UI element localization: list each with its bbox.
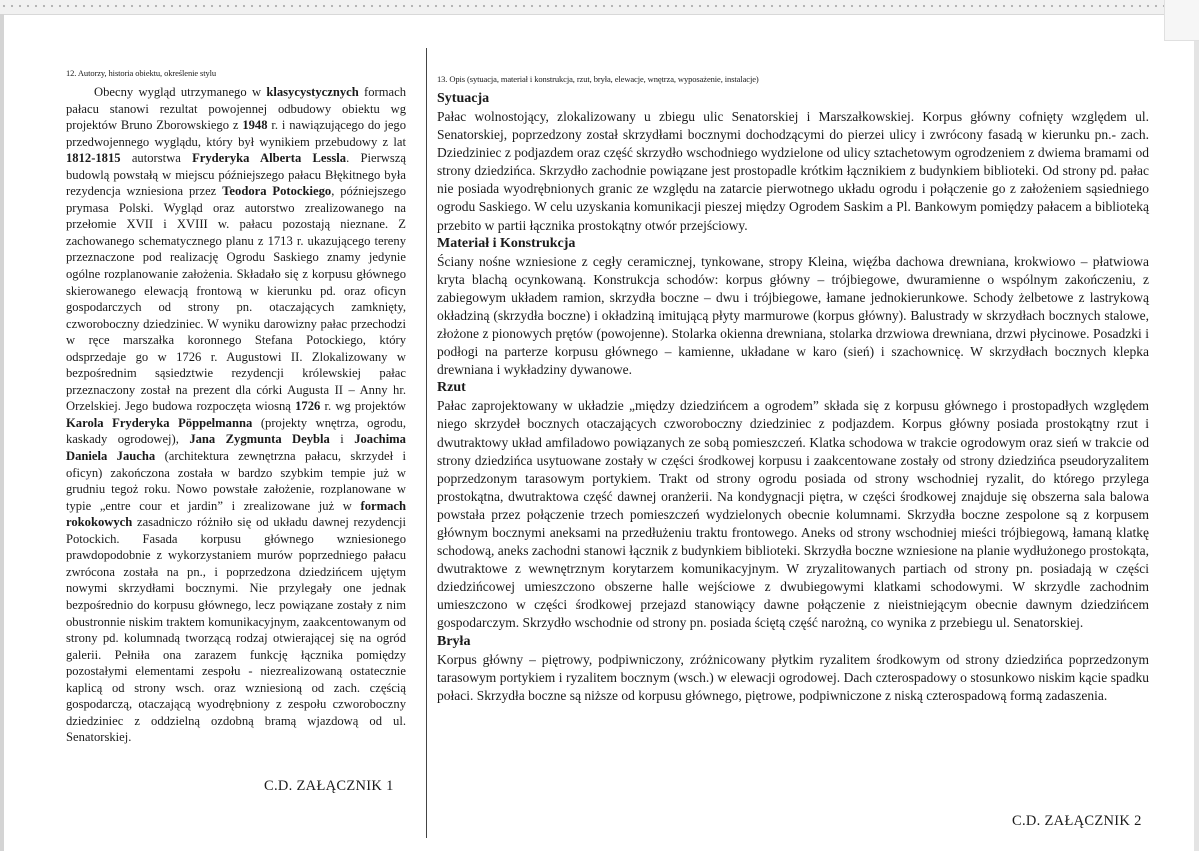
left-history-paragraph [66, 84, 406, 746]
text-run: i [329, 432, 355, 447]
text-bryla: Korpus główny – piętrowy, podpiwniczony, zróżnicowany płytkim ryzalitem środkowym od strony dziedzińca poprzedzonym tarasowym portykiem i ryzalitem bocznym (wsch.) w elewacji ogrodowej. Dach czterospadowy o stosunkowo niskim kącie spadku połaci. Skrzydła boczne są niższe od korpusu głównego, piętrowe, podpiwniczone z niską czterospadową formą zadaszenia. [437, 651, 1149, 703]
text-run: (projekty wnętrza, ogrodu, kaskady ogrodowej), [66, 415, 407, 447]
bold-years: 1812-1815 [66, 151, 121, 166]
text-run: (architektura zewnętrzna pałacu, skrzydeł i oficyn) zakończona została w bardzo szybkim tempie już w grudniu tegoż roku. Nowo powstałe założenie, rozplanowane w typie „entre cour et jardin” i zrealizowane już w [66, 449, 406, 513]
bold-architect: Jana Zygmunta Deybla [189, 432, 330, 447]
text-run: zasadniczo różniło się od układu dawnej rezydencji Potockich. Fasada korpusu głównego wzniesionego prawdopodobnie z wykorzystaniem murów poprzedniego pałacu zwrócona została na pn., i poprzedzona dziedzińcem ujętym nowymi skrzydłami bocznymi. Nie przylegały one jednak bezpośrednio do korpusu głównego, lecz powiązane zostały z nim obustronnie niskim traktem komunikacyjnym, zaakcentowanym od strony pd. kolumnadą tworzącą rodzaj otwierającej się na ogród galerii. Pełniła ona zarazem funkcję łącznika pomiędzy pozostałymi elementami zespołu - niezrealizowaną ostatecznie kaplicą od strony wsch. oraz wzniesioną od zach. częścią gospodarczą, otaczającą wyodrębniony z zespołu czworoboczny dziedziniec z oddzielną ozdobną bramą wjazdową od ul. Senatorskiej. [66, 515, 406, 745]
bold-architect: Karola Fryderyka Pöppelmanna [66, 415, 253, 430]
bold-style: klasycystycznych [266, 85, 359, 99]
text-rzut: Pałac zaprojektowany w układzie „między dziedzińcem a ogrodem” składa się z korpusu głównego i prostopadłych względem niego skrzydeł bocznych otaczających czworoboczny dziedziniec z podjazdem. Korpus główny posiada prostokątny rzut i dwutraktowy układ amfiladowo powiązanych ze sobą pomieszczeń. Klatka schodowa w trakcie ogrodowym oraz sień w trakcie od strony dziedzińca usytuowane zostały w części środkowej korpusu i zaakcentowane zostały od strony dziedzińca pseudoryzalitem poprzedzonym tarasowym portykiem. Trakt od strony ogrodu posiada od strony wschodniej ryzalit, do którego przylega prostokątna, dwutraktowa część dawnej oranżerii. Na kondygnacji piętra, w części środkowej znajduje się obszerna sala balowa powstała przez połączenie trzech pomieszczeń wydzielonych obecnie kolumnami. Skrzydła boczne zespolone są z korpusem głównym bocznymi aneksami na przedłużeniu traktu frontowego. Aneks od strony wschodniej mieści trójbiegową, łamaną klatkę schodową, aneks zachodni stanowi łącznik z budynkiem biblioteki. Skrzydła boczne wzniesione na planie wydłużonego prostokąta, dwutraktowe z wewnętrznym korytarzem komunikacyjnym. W zryzalitowanych partiach od strony pn. posiadają w części dziedzińcowej umieszczono obszerne halle wejściowe z dwubiegowymi klatkami schodowymi. W skrzydle zachodnim umieszczono w części środkowej przejazd stanowiący dawne połączenie z nieistniejącym obecnie dawnym dziedzińcem gospodarczym. Skrzydło wschodnie od strony pn. posiada ściętą część narożną, co wynika z przebiegu ul. Senatorskiej. [437, 398, 1149, 631]
left-section-heading: 12. Autorzy, historia obiektu, określenie stylu [66, 68, 217, 78]
scan-perforation [0, 4, 1199, 8]
bold-style: formach rokokowych [66, 498, 406, 530]
page-divider [426, 48, 427, 838]
right-page [437, 74, 1149, 705]
text-run: formach pałacu stanowi rezultat powojennej odbudowy obiektu wg projektów Bruno Zborowskiego z [66, 85, 406, 133]
bold-architect: Fryderyka Alberta Lessla [192, 151, 347, 166]
text-material: Ściany nośne wzniesione z cegły ceramicznej, tynkowane, stropy Kleina, więźba dachowa drewniana, krokwiowo – płatwiowa kryta blachą ocynkowaną. Konstrukcja schodów: korpus główny – trójbiegowe, dwuramienne o wspólnym zakończeniu, z zabiegowym układem ramion, skrzydła boczne – dwu i trójbiegowe, łamane jednokierunkowe. Schody żelbetowe z lastrykową okładziną (skrzydła boczne) i okładziną imitującą płyty marmurowe (korpus główny). Balustrady w skrzydłach bocznych stalowe, złożone z pionowych prętów (powojenne). Stolarka okienna drewniana, stolarka drzwiowa drewniana, drzwi płycinowe. Posadzki i podłogi na parterze korpusu głównego – kamienne, układane w karo (sień) i szachownicę. W skrzydłach bocznych klepka drewniana i wykładziny dywanowe. [437, 253, 1149, 378]
scan-border-right [1194, 14, 1199, 851]
right-footer: C.D. ZAŁĄCZNIK 2 [1012, 813, 1142, 829]
text-run: r. i nawiązującego do jego przedwojennego wyglądu, który był wynikiem przebudowy z lat [66, 118, 407, 149]
right-section-heading: 13. Opis (sytuacja, materiał i konstrukcja, rzut, bryła, elewacje, wnętrza, wyposażenie, instalacje) [437, 74, 759, 84]
text-run: r. wg projektów [320, 399, 406, 414]
scan-border-top [0, 0, 1199, 15]
scan-corner [1164, 0, 1199, 41]
heading-bryla: Bryła [437, 633, 471, 649]
text-run: Obecny wygląd utrzymanego w [94, 85, 267, 99]
left-page [66, 68, 406, 746]
scan-border-left [0, 14, 4, 851]
text-run: , późniejszego prymasa Polski. Wygląd oraz autorstwo zrealizowanego na przełomie XVII i XVIII w. pałacu pozostają nieznane. Z zachowanego schematycznego planu z 1713 r. ukazującego tereny przeznaczone pod realizację Ogrodu Saskiego znamy jedynie ogólne rozplanowanie założenia. Składało się z korpusu głównego skierowanego elewacją frontową w kierunku pd. oraz oficyn gospodarczych od strony pn. otaczających zamknięty, czworoboczny dziedziniec. W wyniku darowizny pałac przechodzi w ręce marszałka koronnego Stefana Potockiego, który odsprzedaje go w 1726 r. Augustowi II. Zlokalizowany w bezpośrednim sąsiedztwie rezydencji królewskiej pałac przeznaczony został na prezent dla córki Augusta II – Anny hr. Orzelskiej. Jego budowa rozpoczęta wiosną [66, 184, 406, 414]
bold-founder: Teodora Potockiego [222, 184, 332, 199]
bold-year: 1726 [295, 399, 321, 414]
bold-architect: Joachima Daniela Jaucha [66, 432, 406, 464]
text-run: autorstwa [120, 151, 193, 166]
text-run: . Pierwszą budowlą powstałą w miejscu późniejszego pałacu Błękitnego była rezydencja wzniesiona przez [66, 151, 406, 199]
left-footer: C.D. ZAŁĄCZNIK 1 [264, 778, 394, 794]
text-sytuacja: Pałac wolnostojący, zlokalizowany u zbiegu ulic Senatorskiej i Marszałkowskiej. Korpus główny cofnięty względem ul. Senatorskiej, poprzedzony został skrzydłami bocznymi dochodzącymi do pierzei ulicy i zwrócony fasadą w kierunku pn.- zach. Dziedziniec z podjazdem oraz część skrzydło wschodniego wydzielone od ulicy sztachetowym ogrodzeniem z dwiema bramami od strony dziedzińca. Skrzydło zachodnie powiązane jest prostopadle krótkim łącznikiem z budynkiem biblioteki. Od strony pd. pałac nie posiada wyodrębnionych granic ze względu na zatarcie pierwotnego układu ogrodu i połączenie go z założeniem sąsiedniego ogrodu Saskiego. W celu uzyskania komunikacji pieszej między Ogrodem Saskim a Pl. Bankowym pomiędzy pałacem a biblioteką przebito w partii łącznika prostokątny otwór przejściowy. [437, 109, 1149, 233]
heading-sytuacja: Sytuacja [437, 91, 490, 106]
heading-rzut: Rzut [437, 380, 466, 396]
heading-material: Materiał i Konstrukcja [437, 235, 576, 251]
bold-year: 1948 [242, 118, 268, 133]
